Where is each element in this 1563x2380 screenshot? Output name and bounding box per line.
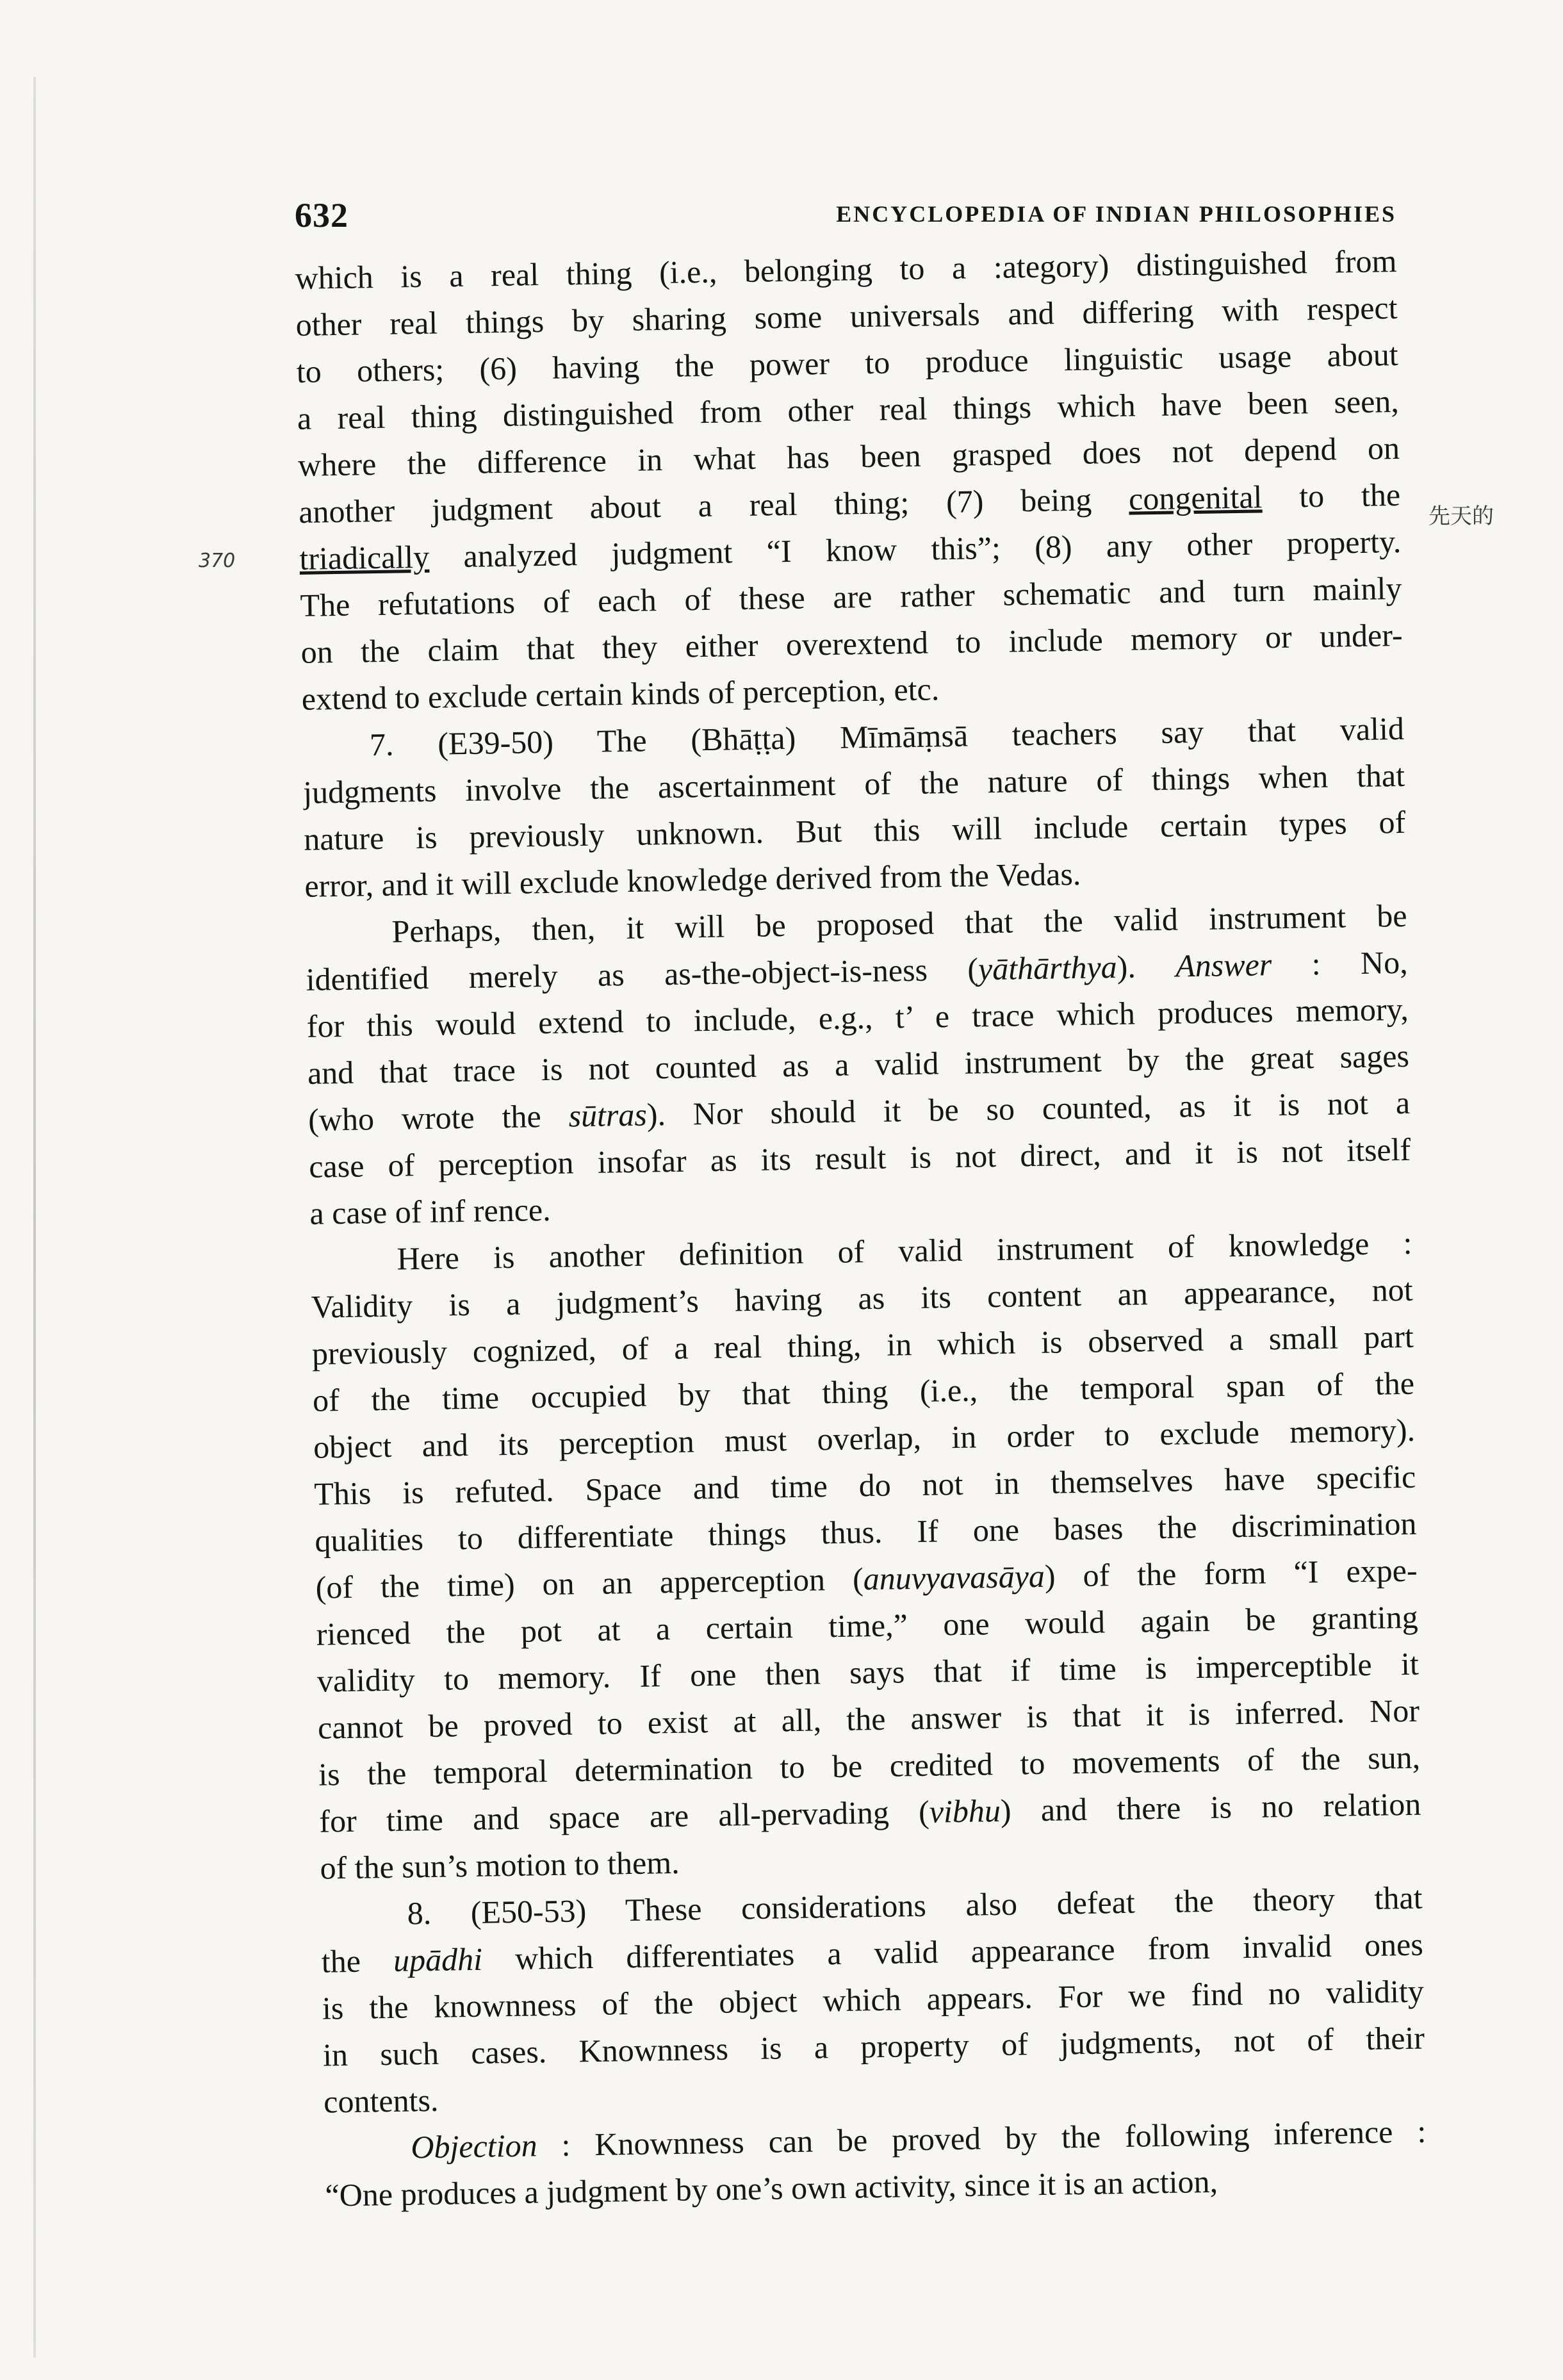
text-line: of the sun’s motion to them.: [320, 1844, 680, 1886]
text-line: other real things by sharing some universals and differing with respect: [295, 289, 1398, 343]
body-text: [295, 238, 1427, 2219]
text-line: to others; (6) having the power to produce linguistic usage about: [296, 336, 1399, 390]
text-line: for time and space are all-pervading (vibhu) and there is no relation: [318, 1785, 1421, 1839]
page-header: [295, 195, 1396, 240]
running-head: ENCYCLOPEDIA OF INDIAN PHILOSOPHIES: [836, 201, 1396, 227]
text-line: a real thing distinguished from other real things which have been seen,: [297, 382, 1400, 436]
text-line: of the time occupied by that thing (i.e., the temporal span of the: [312, 1365, 1415, 1418]
text-line: where the difference in what has been grasped does not depend on: [297, 429, 1400, 483]
text-line: in such cases. Knownness is a property of judgments, not of their: [322, 2019, 1425, 2073]
text-line: is the knownness of the object which appears. For we find no validity: [322, 1973, 1425, 2026]
text-line: contents.: [323, 2081, 439, 2120]
text-line: object and its perception must overlap, in order to exclude memory).: [313, 1411, 1416, 1465]
text-line: identified merely as as-the-object-is-ness (yāthārthya). Answer : No,: [306, 944, 1409, 997]
text-line: This is refuted. Space and time do not in themselves have specific: [313, 1458, 1416, 1512]
text-line: on the claim that they either overextend to include memory or under-: [300, 616, 1403, 670]
text-line: which is a real thing (i.e., belonging to a :ategory) distinguished from: [295, 242, 1397, 296]
section-8-start: 8. (E50-53) These considerations also defeat the theory that: [407, 1879, 1423, 1932]
margin-note-left: 370: [199, 550, 236, 572]
margin-note-right: 先天的: [1428, 504, 1494, 529]
text-line: case of perception insofar as its result is not direct, and it is not itself: [308, 1131, 1411, 1185]
objection-line: Objection : Knownness can be proved by the following inference :: [410, 2113, 1427, 2165]
underlined-word: congenital: [1128, 479, 1263, 517]
text-line: extend to exclude certain kinds of perception, etc.: [301, 671, 940, 717]
text-line: (of the time) on an apperception (anuvyavasāya) of the form “I expe-: [315, 1552, 1418, 1605]
text-line: another judgment about a real thing; (7) being congenital to the: [298, 476, 1401, 530]
text-line: qualities to differentiate things thus. If one bases the discrimination: [315, 1505, 1417, 1559]
page-binding-edge: [33, 77, 36, 2358]
text-line: is the temporal determination to be credited to movements of the sun,: [318, 1739, 1421, 1793]
text-line: rienced the pot at a certain time,” one would again be granting: [316, 1598, 1419, 1652]
page-number: 632: [295, 196, 348, 234]
paragraph-start: Perhaps, then, it will be proposed that the valid instrument be: [391, 897, 1407, 949]
text-line: and that trace is not counted as a valid instrument by the great sages: [307, 1037, 1410, 1091]
underlined-word: triadically: [299, 538, 430, 577]
text-line: error, and it will exclude knowledge derived from the Vedas.: [304, 855, 1081, 904]
text-line: a case of inf rence.: [309, 1191, 552, 1231]
text-line: the upādhi which differentiates a valid appearance from invalid ones: [321, 1926, 1424, 1980]
text-line: previously cognized, of a real thing, in which is observed a small part: [311, 1318, 1414, 1372]
section-7-start: 7. (E39-50) The (Bhāṭṭa) Mīmāṃsā teachers say that valid: [369, 710, 1405, 763]
text-line: for this would extend to include, e.g., t’ e trace which produces memory,: [306, 990, 1409, 1044]
text-line: validity to memory. If one then says that if time is imperceptible it: [316, 1645, 1420, 1699]
text-line: triadically analyzed judgment “I know this”; (8) any other property.: [299, 523, 1402, 577]
text-line: (who wrote the sūtras). Nor should it be so counted, as it is not a: [307, 1084, 1411, 1138]
text-line: “One produces a judgment by one’s own activity, since it is an action,: [325, 2163, 1218, 2213]
text-line: The refutations of each of these are rather schematic and turn mainly: [300, 570, 1402, 623]
text-line: cannot be proved to exist at all, the answer is that it is inferred. Nor: [317, 1692, 1420, 1746]
text-line: nature is previously unknown. But this will include certain types of: [303, 803, 1406, 857]
text-line: judgments involve the ascertainment of the nature of things when that: [302, 757, 1405, 810]
paragraph-start: Here is another definition of valid instrument of knowledge :: [397, 1224, 1412, 1277]
text-line: Validity is a judgment’s having as its content an appearance, not: [311, 1271, 1414, 1325]
